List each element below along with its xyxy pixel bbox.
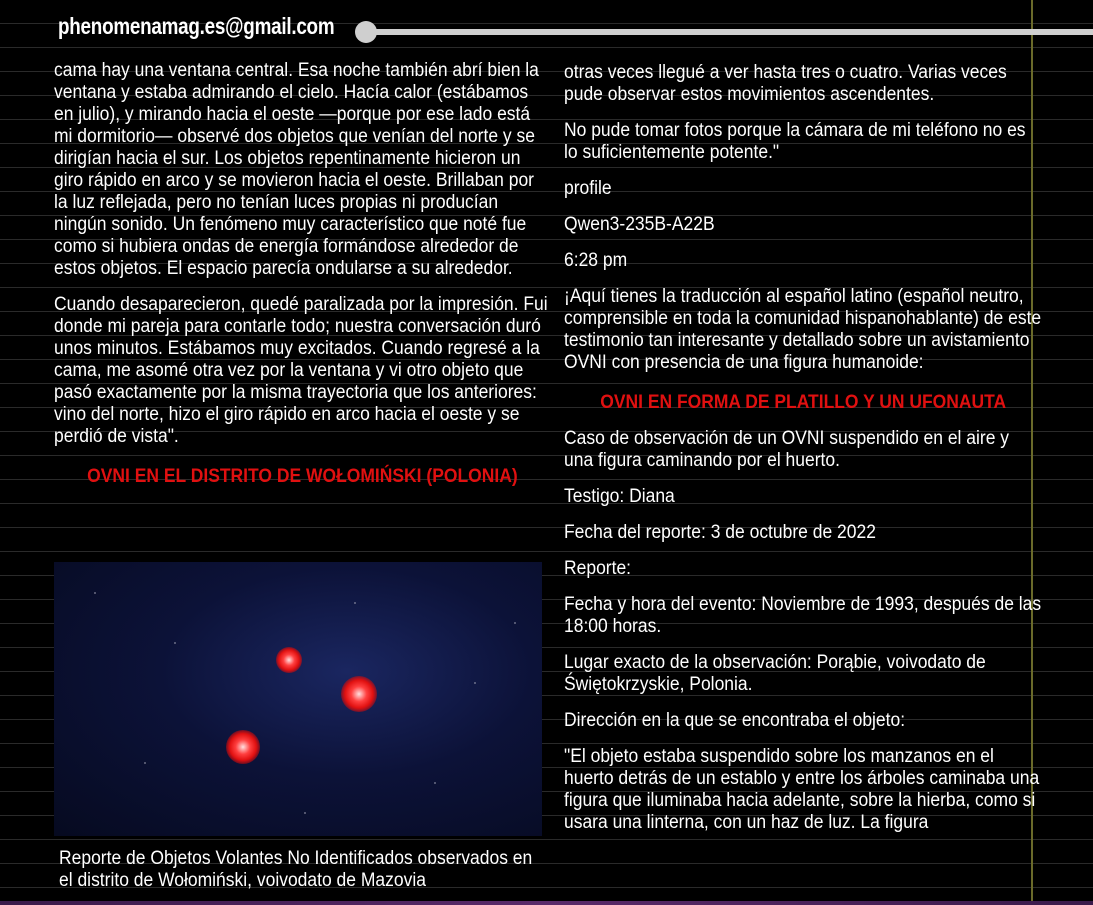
star [434,782,436,784]
article-left-column [54,60,551,502]
article-paragraph: otras veces llegué a ver hasta tres o cuatro. Varias veces pude observar estos movimientos ascendentes. [564,62,1007,105]
article-paragraph: Fecha del reporte: 3 de octubre de 2022 [564,522,876,543]
article-right-column [564,62,1042,848]
contact-email[interactable]: phenomenamag.es@gmail.com [58,13,335,39]
ufo-lights-photo [54,562,542,836]
star [514,622,516,624]
star [304,812,306,814]
section-heading: OVNI EN FORMA DE PLATILLO Y UN UFONAUTA [600,392,1007,413]
article-paragraph: ¡Aquí tienes la traducción al español latino (español neutro, comprensible en toda la comunidad hispanohablante) de este testimonio tan interesante y detallado sobre un avistamiento OVNI con presencia de una figura humanoide: [564,286,1042,373]
header-rule-line [372,29,1093,35]
article-paragraph: Fecha y hora del evento: Noviembre de 1993, después de las 18:00 horas. [564,594,1042,637]
article-paragraph: cama hay una ventana central. Esa noche también abrí bien la ventana y estaba admirando el cielo. Hacía calor (estábamos en julio), y mirando hacia el oeste —porque por ese lado está mi dormitorio— observé dos objetos que venían del norte y se dirigían hacia el sur. Los objetos repentinamente hicieron un giro rápido en arco y se movieron hacia el oeste. Brillaban por la luz reflejada, pero no tenían luces propias ni producían ningún sonido. Un fenómeno muy característico que noté fue como si hubiera ondas de energía formándose alrededor de estos objetos. El espacio parecía ondularse a su alrededor. [54,60,539,279]
red-light [276,647,302,673]
page-header [0,0,1093,62]
star [174,642,176,644]
star [354,602,356,604]
article-paragraph: Cuando desaparecieron, quedé paralizada por la impresión. Fui donde mi pareja para contarle todo; nuestra conversación duró unos minutos. Estábamos muy excitados. Cuando regresé a la cama, me asomé otra vez por la ventana y vi otro objeto que pasó exactamente por la misma trayectoria que los anteriores: vino del norte, hizo el giro rápido en arco hacia el oeste y se perdió de vista". [54,294,548,447]
article-paragraph: Reporte: [564,558,632,579]
article-paragraph: Qwen3-235B-A22B [564,214,715,235]
star [144,762,146,764]
red-light [341,676,377,712]
article-paragraph: No pude tomar fotos porque la cámara de mi teléfono no es lo suficientemente potente." [564,120,1026,163]
article-paragraph: Caso de observación de un OVNI suspendido en el aire y una figura caminando por el huerto. [564,428,1010,471]
red-light [226,730,260,764]
article-paragraph: Lugar exacto de la observación: Porąbie, voivodato de Świętokrzyskie, Polonia. [564,652,986,695]
article-paragraph: profile [564,178,612,199]
star [474,682,476,684]
article-paragraph: 6:28 pm [564,250,628,271]
article-paragraph: Dirección en la que se encontraba el objeto: [564,710,906,731]
article-paragraph: "El objeto estaba suspendido sobre los manzanos en el huerto detrás de un establo y entre los árboles caminaba una figura que iluminaba hacia adelante, sobre la hierba, como si usara una linterna, con un haz de luz. La figura [564,746,1040,833]
bottom-glow [0,901,1093,905]
article-paragraph: Testigo: Diana [564,486,675,507]
photo-caption: Reporte de Objetos Volantes No Identificados observados en el distrito de Wołomiński, voivodato de Mazovia [59,848,533,891]
star [94,592,96,594]
section-heading: OVNI EN EL DISTRITO DE WOŁOMIŃSKI (POLONIA) [87,466,518,487]
